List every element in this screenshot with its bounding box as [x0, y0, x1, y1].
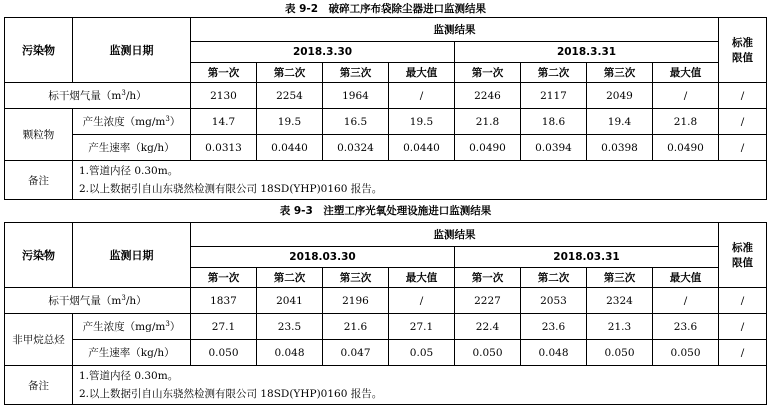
rate-value: 0.0398: [587, 135, 653, 161]
monitoring-table: [4, 222, 767, 405]
conc-limit: /: [719, 109, 767, 135]
conc-value: 16.5: [323, 109, 389, 135]
run-header: 第二次: [521, 63, 587, 83]
rate-value: 0.0440: [257, 135, 323, 161]
rate-value: 0.0394: [521, 135, 587, 161]
pollutant-header: 污染物: [5, 223, 73, 288]
remark-text: 1.管道内径 0.30m。 2.以上数据引自山东骁然检测有限公司 18SD(YHP)0160 报告。: [73, 366, 767, 405]
remark-label: 备注: [5, 161, 73, 200]
rate-value: 0.050: [587, 340, 653, 366]
table-row: [5, 288, 767, 314]
flow-value: 2041: [257, 288, 323, 314]
flow-value: 2196: [323, 288, 389, 314]
conc-label: 产生浓度$(mg/m^3)$: [73, 109, 191, 135]
remark-text: 1.管道内径 0.30m。 2.以上数据引自山东骁然检测有限公司 18SD(YHP)0160 报告。: [73, 161, 767, 200]
date-header: 监测日期: [73, 223, 191, 288]
flow-value: /: [389, 288, 455, 314]
rate-value: 0.050: [653, 340, 719, 366]
table-row: [5, 135, 767, 161]
pollutant-name: 颗粒物: [5, 109, 73, 161]
flow-value: 2130: [191, 83, 257, 109]
table-caption: 表 9-3 注塑工序光氧处理设施进口监测结果: [279, 205, 492, 217]
flow-value: 1837: [191, 288, 257, 314]
rate-value: 0.0440: [389, 135, 455, 161]
run-header: 第一次: [455, 268, 521, 288]
flow-value: /: [653, 288, 719, 314]
flow-label: 标干烟气量$(m^3/h)$: [5, 83, 191, 109]
run-header: 第二次: [257, 63, 323, 83]
flow-value: 1964: [323, 83, 389, 109]
table-row: [5, 109, 767, 135]
flow-limit: /: [719, 83, 767, 109]
flow-value: 2254: [257, 83, 323, 109]
run-header: 第三次: [587, 268, 653, 288]
flow-label: 标干烟气量$(m^3/h)$: [5, 288, 191, 314]
conc-value: 14.7: [191, 109, 257, 135]
pollutant-name: 非甲烷总烃: [5, 314, 73, 366]
run-header: 最大值: [389, 63, 455, 83]
rate-value: 0.048: [521, 340, 587, 366]
run-header: 第三次: [587, 63, 653, 83]
flow-value: 2117: [521, 83, 587, 109]
flow-value: /: [653, 83, 719, 109]
conc-label: 产生浓度$(mg/m^3)$: [73, 314, 191, 340]
flow-value: 2324: [587, 288, 653, 314]
table-row: [5, 83, 767, 109]
run-header: 最大值: [389, 268, 455, 288]
run-header: 第一次: [455, 63, 521, 83]
table-row: [5, 366, 767, 405]
remark-label: 备注: [5, 366, 73, 405]
rate-value: 0.05: [389, 340, 455, 366]
results-header: 监测结果: [191, 18, 719, 42]
flow-value: 2246: [455, 83, 521, 109]
conc-value: 19.5: [389, 109, 455, 135]
flow-value: 2053: [521, 288, 587, 314]
monitoring-table: [4, 17, 767, 200]
flow-limit: /: [719, 288, 767, 314]
conc-limit: /: [719, 314, 767, 340]
date-1: 2018.3.30: [191, 42, 455, 63]
conc-value: 18.6: [521, 109, 587, 135]
rate-value: 0.0490: [653, 135, 719, 161]
conc-value: 19.4: [587, 109, 653, 135]
conc-value: 21.8: [653, 109, 719, 135]
run-header: 第三次: [323, 63, 389, 83]
rate-value: 0.048: [257, 340, 323, 366]
conc-value: 23.6: [521, 314, 587, 340]
conc-value: 23.6: [653, 314, 719, 340]
results-header: 监测结果: [191, 223, 719, 247]
conc-value: 19.5: [257, 109, 323, 135]
run-header: 最大值: [653, 268, 719, 288]
date-2: 2018.3.31: [455, 42, 719, 63]
conc-value: 22.4: [455, 314, 521, 340]
rate-value: 0.0490: [455, 135, 521, 161]
rate-label: 产生速率（kg/h）: [73, 135, 191, 161]
run-header: 第二次: [257, 268, 323, 288]
date-header: 监测日期: [73, 18, 191, 83]
run-header: 第一次: [191, 63, 257, 83]
pollutant-header: 污染物: [5, 18, 73, 83]
rate-limit: /: [719, 135, 767, 161]
run-header: 第二次: [521, 268, 587, 288]
rate-value: 0.047: [323, 340, 389, 366]
conc-value: 21.6: [323, 314, 389, 340]
run-header: 最大值: [653, 63, 719, 83]
rate-value: 0.050: [191, 340, 257, 366]
flow-value: 2227: [455, 288, 521, 314]
conc-value: 23.5: [257, 314, 323, 340]
table-caption: 表 9-2 破碎工序布袋除尘器进口监测结果: [284, 3, 487, 15]
conc-value: 21.3: [587, 314, 653, 340]
date-1: 2018.03.30: [191, 247, 455, 268]
rate-value: 0.0324: [323, 135, 389, 161]
standard-header: 标准 限值: [719, 223, 767, 288]
run-header: 第一次: [191, 268, 257, 288]
rate-value: 0.050: [455, 340, 521, 366]
table-row: [5, 340, 767, 366]
standard-header: 标准 限值: [719, 18, 767, 83]
conc-value: 27.1: [191, 314, 257, 340]
run-header: 第三次: [323, 268, 389, 288]
flow-value: /: [389, 83, 455, 109]
rate-limit: /: [719, 340, 767, 366]
table-row: [5, 161, 767, 200]
conc-value: 21.8: [455, 109, 521, 135]
table-row: [5, 314, 767, 340]
conc-value: 27.1: [389, 314, 455, 340]
rate-value: 0.0313: [191, 135, 257, 161]
rate-label: 产生速率（kg/h）: [73, 340, 191, 366]
flow-value: 2049: [587, 83, 653, 109]
date-2: 2018.03.31: [455, 247, 719, 268]
